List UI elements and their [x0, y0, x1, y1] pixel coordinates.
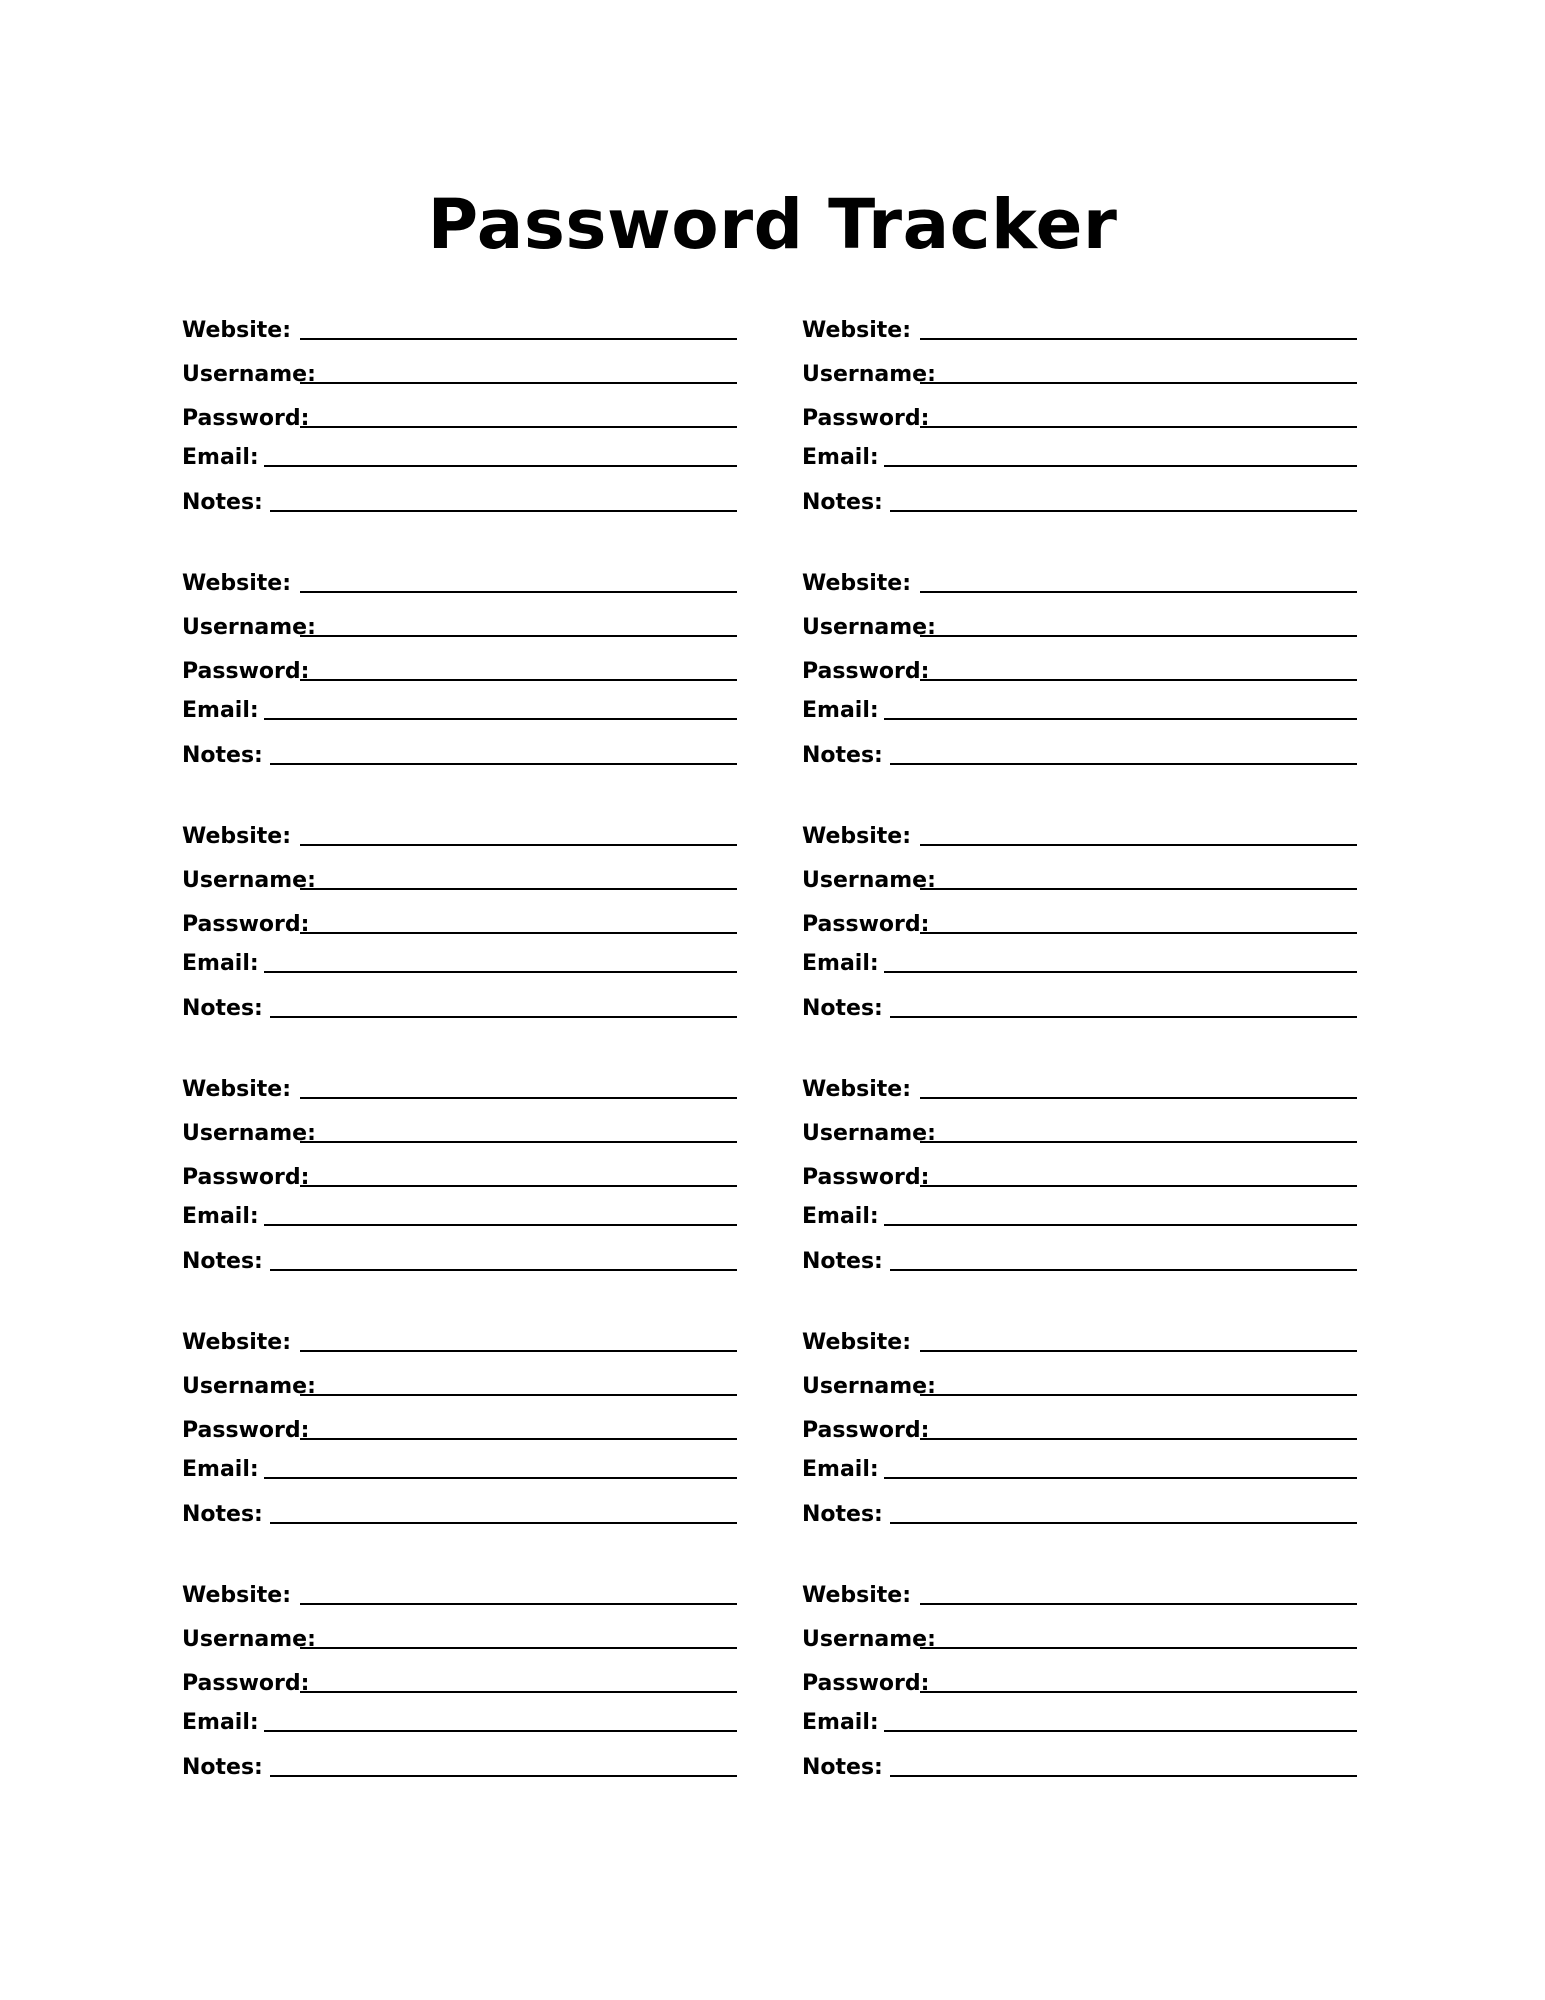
website-entry-line[interactable]: [300, 1603, 737, 1605]
password-label: Password:: [182, 659, 310, 684]
password-entry-line[interactable]: [920, 1185, 1357, 1187]
website-row: [802, 569, 1357, 599]
password-label: Password:: [182, 1165, 310, 1190]
username-entry-line[interactable]: [920, 635, 1357, 637]
notes-row: [182, 1753, 737, 1783]
website-row: [182, 1328, 737, 1358]
password-entry-line[interactable]: [920, 932, 1357, 934]
notes-label: Notes:: [182, 743, 263, 768]
username-row: [182, 1119, 737, 1149]
email-row: [182, 1202, 737, 1232]
website-entry-line[interactable]: [920, 844, 1357, 846]
email-row: [802, 1708, 1357, 1738]
password-row: [802, 1416, 1357, 1446]
notes-row: [182, 1247, 737, 1277]
website-row: [182, 569, 737, 599]
email-label: Email:: [182, 1204, 259, 1229]
password-entry-line[interactable]: [920, 679, 1357, 681]
email-entry-line[interactable]: [884, 1477, 1357, 1479]
notes-entry-line[interactable]: [270, 1016, 737, 1018]
password-row: [802, 1669, 1357, 1699]
website-entry-line[interactable]: [920, 591, 1357, 593]
username-label: Username:: [182, 362, 316, 387]
notes-label: Notes:: [802, 996, 883, 1021]
email-label: Email:: [182, 698, 259, 723]
notes-label: Notes:: [182, 1755, 263, 1780]
website-entry-line[interactable]: [300, 1097, 737, 1099]
notes-entry-line[interactable]: [890, 1775, 1357, 1777]
notes-entry-line[interactable]: [270, 1775, 737, 1777]
email-row: [802, 443, 1357, 473]
notes-label: Notes:: [182, 490, 263, 515]
website-label: Website:: [802, 824, 912, 849]
notes-entry-line[interactable]: [890, 510, 1357, 512]
email-label: Email:: [182, 1710, 259, 1735]
notes-label: Notes:: [182, 1502, 263, 1527]
password-entry-line[interactable]: [300, 679, 737, 681]
username-label: Username:: [802, 1121, 936, 1146]
username-entry-line[interactable]: [920, 888, 1357, 890]
email-row: [802, 696, 1357, 726]
notes-label: Notes:: [802, 1249, 883, 1274]
password-row: [802, 910, 1357, 940]
website-row: [802, 1328, 1357, 1358]
username-label: Username:: [182, 1121, 316, 1146]
username-entry-line[interactable]: [300, 382, 737, 384]
notes-row: [802, 1500, 1357, 1530]
password-entry: [802, 569, 1357, 774]
website-entry-line[interactable]: [920, 1097, 1357, 1099]
username-entry-line[interactable]: [300, 1647, 737, 1649]
password-entry-line[interactable]: [920, 1438, 1357, 1440]
website-label: Website:: [802, 571, 912, 596]
notes-row: [802, 1753, 1357, 1783]
website-label: Website:: [802, 318, 912, 343]
notes-row: [802, 1247, 1357, 1277]
email-row: [802, 1455, 1357, 1485]
website-label: Website:: [182, 571, 292, 596]
password-entry: [182, 569, 737, 774]
website-entry-line[interactable]: [300, 338, 737, 340]
username-label: Username:: [182, 1374, 316, 1399]
username-entry-line[interactable]: [300, 888, 737, 890]
password-entry: [802, 316, 1357, 521]
notes-entry-line[interactable]: [270, 1522, 737, 1524]
username-row: [802, 360, 1357, 390]
email-label: Email:: [802, 1457, 879, 1482]
password-label: Password:: [182, 1671, 310, 1696]
password-row: [182, 1669, 737, 1699]
password-row: [182, 657, 737, 687]
website-row: [182, 822, 737, 852]
username-entry-line[interactable]: [920, 1647, 1357, 1649]
email-entry-line[interactable]: [884, 718, 1357, 720]
username-label: Username:: [802, 868, 936, 893]
password-entry-line[interactable]: [300, 932, 737, 934]
website-entry-line[interactable]: [920, 338, 1357, 340]
notes-entry-line[interactable]: [890, 1016, 1357, 1018]
notes-entry-line[interactable]: [270, 510, 737, 512]
username-entry-line[interactable]: [300, 1141, 737, 1143]
password-entry-line[interactable]: [300, 426, 737, 428]
email-label: Email:: [182, 445, 259, 470]
username-entry-line[interactable]: [300, 1394, 737, 1396]
page-title: Password Tracker: [427, 185, 1118, 265]
password-label: Password:: [182, 1418, 310, 1443]
website-row: [182, 316, 737, 346]
password-row: [802, 404, 1357, 434]
username-label: Username:: [182, 615, 316, 640]
username-label: Username:: [182, 1627, 316, 1652]
website-entry-line[interactable]: [300, 591, 737, 593]
website-label: Website:: [802, 1330, 912, 1355]
username-row: [802, 613, 1357, 643]
password-entry-line[interactable]: [920, 1691, 1357, 1693]
website-label: Website:: [182, 1583, 292, 1608]
password-label: Password:: [802, 912, 930, 937]
website-row: [802, 822, 1357, 852]
website-row: [802, 1581, 1357, 1611]
password-label: Password:: [182, 406, 310, 431]
email-label: Email:: [182, 1457, 259, 1482]
username-entry-line[interactable]: [920, 1141, 1357, 1143]
password-row: [802, 657, 1357, 687]
email-label: Email:: [802, 698, 879, 723]
username-entry-line[interactable]: [300, 635, 737, 637]
email-row: [182, 696, 737, 726]
password-entry: [182, 1328, 737, 1533]
notes-label: Notes:: [802, 490, 883, 515]
email-row: [802, 949, 1357, 979]
email-entry-line[interactable]: [264, 718, 737, 720]
password-entry: [802, 822, 1357, 1027]
website-row: [182, 1075, 737, 1105]
notes-entry-line[interactable]: [890, 1269, 1357, 1271]
notes-row: [802, 994, 1357, 1024]
notes-entry-line[interactable]: [270, 1269, 737, 1271]
notes-label: Notes:: [182, 1249, 263, 1274]
email-row: [802, 1202, 1357, 1232]
notes-label: Notes:: [802, 1755, 883, 1780]
password-row: [182, 404, 737, 434]
username-row: [182, 1625, 737, 1655]
website-row: [802, 1075, 1357, 1105]
username-label: Username:: [802, 362, 936, 387]
password-row: [182, 1163, 737, 1193]
password-entry: [182, 316, 737, 521]
username-row: [802, 1119, 1357, 1149]
password-row: [802, 1163, 1357, 1193]
username-row: [802, 866, 1357, 896]
website-label: Website:: [802, 1077, 912, 1102]
password-label: Password:: [802, 1671, 930, 1696]
email-entry-line[interactable]: [884, 465, 1357, 467]
notes-entry-line[interactable]: [890, 763, 1357, 765]
notes-entry-line[interactable]: [890, 1522, 1357, 1524]
email-label: Email:: [802, 1204, 879, 1229]
email-row: [182, 1455, 737, 1485]
notes-label: Notes:: [182, 996, 263, 1021]
password-entry: [182, 1581, 737, 1786]
password-label: Password:: [802, 406, 930, 431]
username-label: Username:: [802, 1374, 936, 1399]
password-entry: [182, 822, 737, 1027]
website-label: Website:: [182, 318, 292, 343]
password-row: [182, 910, 737, 940]
website-entry-line[interactable]: [920, 1603, 1357, 1605]
email-entry-line[interactable]: [264, 1477, 737, 1479]
email-row: [182, 949, 737, 979]
email-label: Email:: [182, 951, 259, 976]
password-label: Password:: [802, 659, 930, 684]
email-label: Email:: [802, 445, 879, 470]
website-label: Website:: [182, 1330, 292, 1355]
username-row: [182, 360, 737, 390]
email-entry-line[interactable]: [264, 971, 737, 973]
website-label: Website:: [182, 824, 292, 849]
website-entry-line[interactable]: [300, 844, 737, 846]
notes-row: [802, 741, 1357, 771]
notes-label: Notes:: [802, 743, 883, 768]
password-label: Password:: [802, 1165, 930, 1190]
email-row: [182, 1708, 737, 1738]
website-label: Website:: [802, 1583, 912, 1608]
username-row: [802, 1625, 1357, 1655]
email-label: Email:: [802, 951, 879, 976]
email-entry-line[interactable]: [264, 1224, 737, 1226]
email-entry-line[interactable]: [884, 971, 1357, 973]
password-label: Password:: [182, 912, 310, 937]
username-row: [182, 613, 737, 643]
notes-entry-line[interactable]: [270, 763, 737, 765]
email-entry-line[interactable]: [264, 1730, 737, 1732]
password-row: [182, 1416, 737, 1446]
notes-row: [182, 994, 737, 1024]
password-entry: [802, 1075, 1357, 1280]
password-entry: [802, 1581, 1357, 1786]
email-label: Email:: [802, 1710, 879, 1735]
notes-row: [802, 488, 1357, 518]
website-entry-line[interactable]: [300, 1350, 737, 1352]
username-label: Username:: [802, 1627, 936, 1652]
username-label: Username:: [182, 868, 316, 893]
password-entry-line[interactable]: [300, 1185, 737, 1187]
website-row: [182, 1581, 737, 1611]
email-entry-line[interactable]: [884, 1224, 1357, 1226]
email-row: [182, 443, 737, 473]
password-entry-line[interactable]: [300, 1438, 737, 1440]
username-entry-line[interactable]: [920, 1394, 1357, 1396]
username-row: [802, 1372, 1357, 1402]
username-row: [182, 866, 737, 896]
email-entry-line[interactable]: [264, 465, 737, 467]
password-entry-line[interactable]: [920, 426, 1357, 428]
password-entry: [802, 1328, 1357, 1533]
website-row: [802, 316, 1357, 346]
username-row: [182, 1372, 737, 1402]
notes-row: [182, 1500, 737, 1530]
notes-row: [182, 741, 737, 771]
notes-row: [182, 488, 737, 518]
password-entry-line[interactable]: [300, 1691, 737, 1693]
website-entry-line[interactable]: [920, 1350, 1357, 1352]
password-label: Password:: [802, 1418, 930, 1443]
username-label: Username:: [802, 615, 936, 640]
password-entry: [182, 1075, 737, 1280]
username-entry-line[interactable]: [920, 382, 1357, 384]
notes-label: Notes:: [802, 1502, 883, 1527]
email-entry-line[interactable]: [884, 1730, 1357, 1732]
website-label: Website:: [182, 1077, 292, 1102]
